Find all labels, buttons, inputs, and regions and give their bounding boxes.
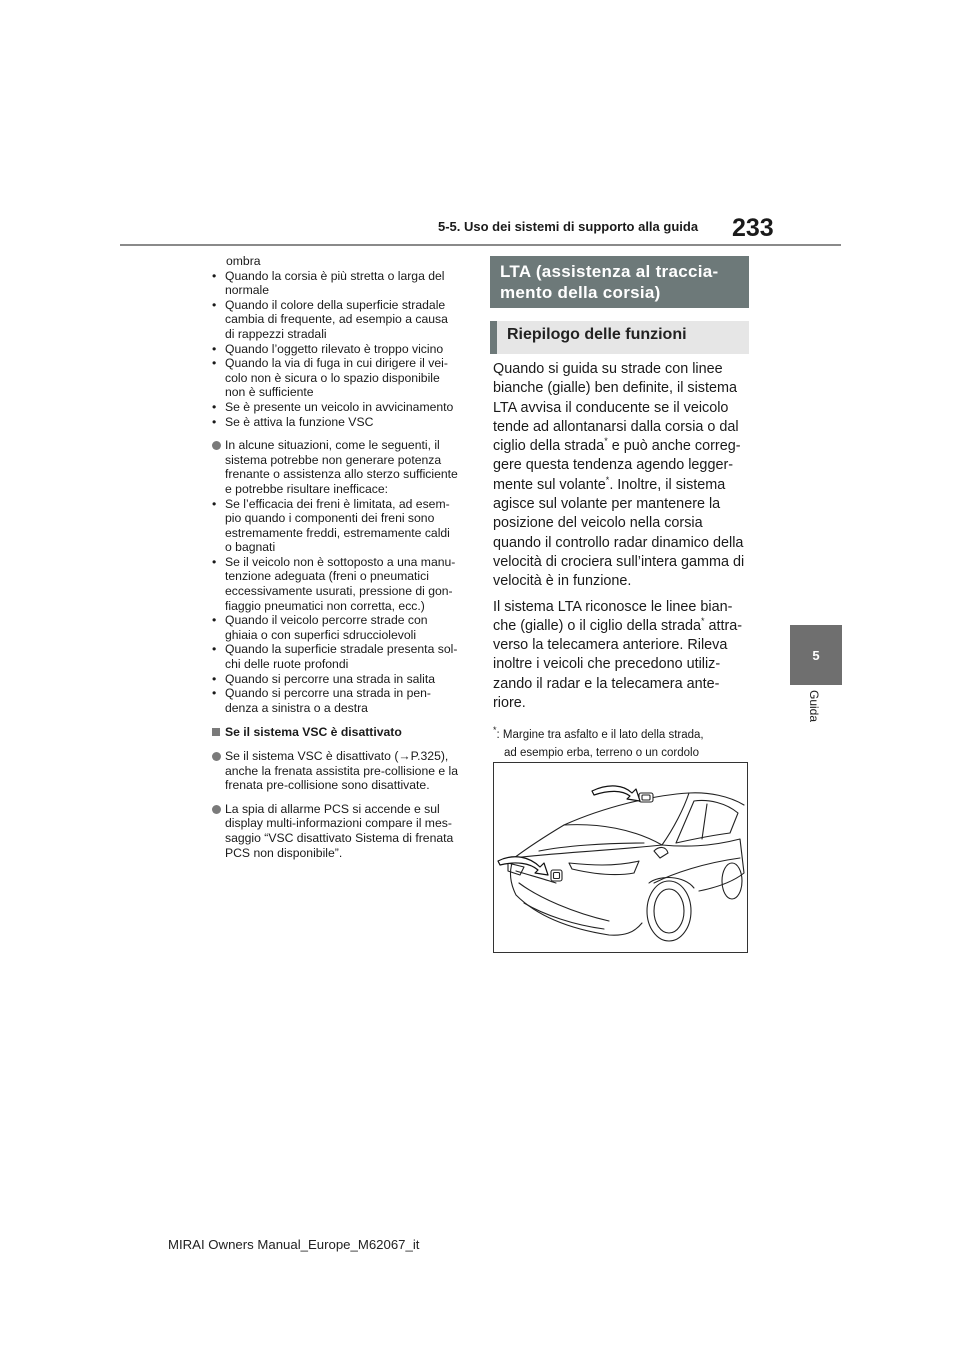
lta-heading: LTA (assistenza al traccia- mento della corsia) [490,256,749,308]
continuation-text: ombra [226,254,261,268]
chapter-number: 5 [812,647,820,663]
list-item: • Se è attiva la funzione VSC [212,414,374,429]
note-item: La spia di allarme PCS si accende e sul display multi-informazioni compare il mes- saggio “VSC disattivato Sistema di frenata PCS non disponibile”. [212,802,474,860]
footer-text: MIRAI Owners Manual_Europe_M62067_it [168,1237,420,1252]
list-item: • Se l’efficacia dei freni è limitata, ad esem- pio quando i componenti dei freni sono estremamente freddi, estremamente caldi o bagnati [212,496,450,555]
footnote: *: Margine tra asfalto e il lato della strada, ad esempio erba, terreno o un cordolo [493,725,704,759]
circle-bullet-icon [212,805,221,814]
paragraph-2: Il sistema LTA riconosce le linee bian- che (gialle) o il ciglio della strada* attra- verso la telecamera anteriore. Rileva inoltre i veicoli che precedono utiliz- zando il radar e la telecamera ante- riore. [493,598,743,712]
note-item: In alcune situazioni, come le seguenti, il sistema potrebbe non generare potenza frenante o assistenza allo sterzo sufficiente e potrebbe risultare inefficace: [212,438,474,496]
condition-list-b [212,497,474,716]
list-item: • Quando si percorre una strada in pen- denza a sinistra o a destra [212,686,431,715]
list-item: • Se il veicolo non è sottoposto a una manu- tenzione adeguata (freni o pneumatici eccessivamente usurati, pressione di gon- fiaggio pneumatici non corretta, ecc.) [212,554,456,613]
radar-arrow-icon [498,857,548,875]
list-item: • Quando si percorre una strada in salita [212,671,436,686]
circle-bullet-icon [212,752,221,761]
list-item: • Se è presente un veicolo in avvicinamento [212,399,454,414]
camera-arrow-icon [592,786,640,801]
square-bullet-icon [212,728,220,736]
condition-list-a [212,269,474,430]
list-item: • Quando il colore della superficie stradale cambia di frequente, ad esempio a causa di rappezzi stradali [212,297,448,341]
chapter-label: Guida [807,690,821,723]
list-item: • Quando la corsia è più stretta o larga del normale [212,268,445,298]
left-column [212,254,474,860]
list-item: • Quando la superficie stradale presenta sol- chi delle ruote profondi [212,642,458,672]
header-divider [120,244,841,246]
chapter-tab [790,625,842,685]
subsection-heading: Se il sistema VSC è disattivato [212,725,474,740]
circle-bullet-icon [212,441,221,450]
list-item: • Quando l’oggetto rilevato è troppo vicino [212,341,444,356]
right-column-body [493,360,753,713]
car-sensor-illustration [493,762,748,953]
car-drawing [494,763,747,952]
pointer-arrows [498,786,640,875]
footnote-marker: * [700,616,705,627]
note-item: Se il sistema VSC è disattivato (→P.325), anche la frenata assistita pre-collisione e la frenata pre-collisione sono disattivate. [212,749,474,793]
summary-heading: Riepilogo delle funzioni [490,321,749,354]
footnote-marker: * [604,436,608,447]
list-item: • Quando il veicolo percorre strade con ghiaia o con superfici sdrucciolevoli [212,613,428,642]
footnote-marker: * [605,474,610,485]
page-number: 233 [732,214,774,242]
section-title: 5-5. Uso dei sistemi di supporto alla guida [438,219,699,234]
paragraph-1: Quando si guida su strade con linee bianche (gialle) ben definite, il sistema LTA avvisa il conducente se il veicolo tende ad allontanarsi dalla corsia o dal ciglio della strada* e può anche correg- gere questa tendenza agendo legger- mente sul volante*. Inoltre, il sistema agisce sul volante per mantenere la posizione del veicolo nella corsia quando il controllo radar dinamico della velocità di crociera sull’intera gamma di velocità è in funzione. [493,361,745,590]
list-item: • Quando la via di fuga in cui dirigere il vei- colo non è sicura o lo spazio disponibile non è sufficiente [212,356,448,400]
